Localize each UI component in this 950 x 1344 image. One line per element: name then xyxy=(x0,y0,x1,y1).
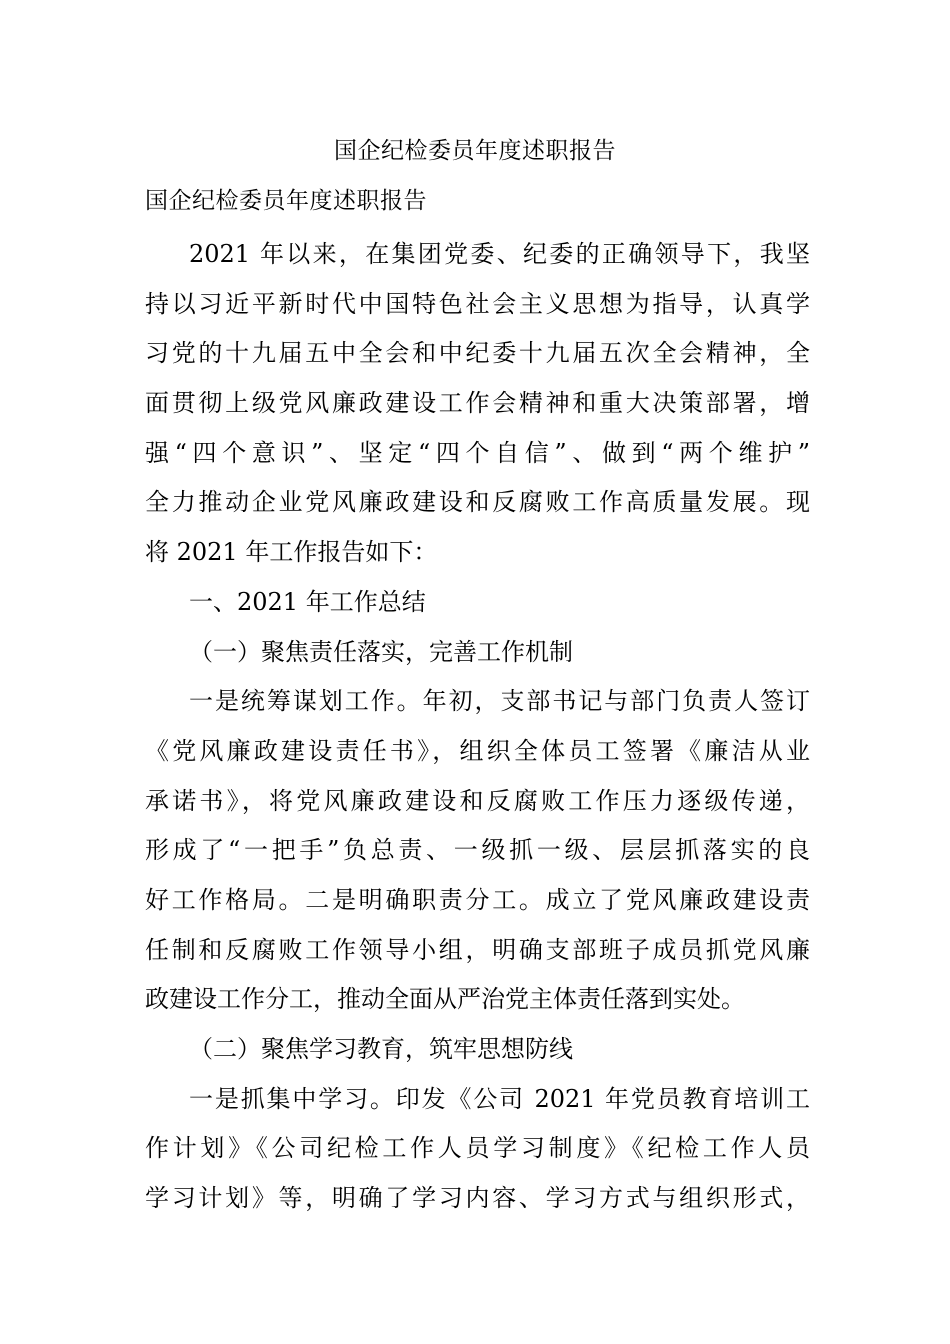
body-line: 一是统筹谋划工作。年初，支部书记与部门负责人签订 xyxy=(189,687,810,716)
body-line: 任制和反腐败工作领导小组，明确支部班子成员抓党风廉 xyxy=(145,935,810,964)
body-line: 全力推动企业党风廉政建设和反腐败工作高质量发展。现 xyxy=(145,488,810,517)
body-line: 面贯彻上级党风廉政建设工作会精神和重大决策部署，增 xyxy=(145,389,810,418)
body-line: 一是抓集中学习。印发《公司 2021 年党员教育培训工 xyxy=(189,1084,810,1113)
document-subtitle: 国企纪检委员年度述职报告 xyxy=(145,188,427,214)
body-line: 一、2021 年工作总结 xyxy=(189,587,426,616)
body-line: 承诺书》，将党风廉政建设和反腐败工作压力逐级传递， xyxy=(145,786,810,815)
body-line: 将 2021 年工作报告如下： xyxy=(145,538,438,567)
body-line: 政建设工作分工，推动全面从严治党主体责任落到实处。 xyxy=(145,985,745,1014)
document-body xyxy=(145,230,810,1224)
body-line: 持以习近平新时代中国特色社会主义思想为指导，认真学 xyxy=(145,289,810,318)
body-line: 形成了“一把手”负总责、一级抓一级、层层抓落实的良 xyxy=(145,836,810,865)
body-line: （二）聚焦学习教育，筑牢思想防线 xyxy=(189,1035,573,1063)
body-line: 作计划》《公司纪检工作人员学习制度》《纪检工作人员 xyxy=(145,1134,810,1163)
body-line: 好工作格局。二是明确职责分工。成立了党风廉政建设责 xyxy=(145,885,810,914)
document-title: 国企纪检委员年度述职报告 xyxy=(334,138,616,164)
body-line: 强“四个意识”、坚定“四个自信”、做到“两个维护” xyxy=(145,438,810,467)
body-line: （一）聚焦责任落实，完善工作机制 xyxy=(189,637,573,666)
body-line: 《党风廉政建设责任书》，组织全体员工签署《廉洁从业 xyxy=(145,736,810,765)
body-line: 习党的十九届五中全会和中纪委十九届五次全会精神，全 xyxy=(145,339,810,368)
body-line: 学习计划》等，明确了学习内容、学习方式与组织形式， xyxy=(145,1184,810,1213)
body-line: 2021 年以来，在集团党委、纪委的正确领导下，我坚 xyxy=(189,240,810,268)
